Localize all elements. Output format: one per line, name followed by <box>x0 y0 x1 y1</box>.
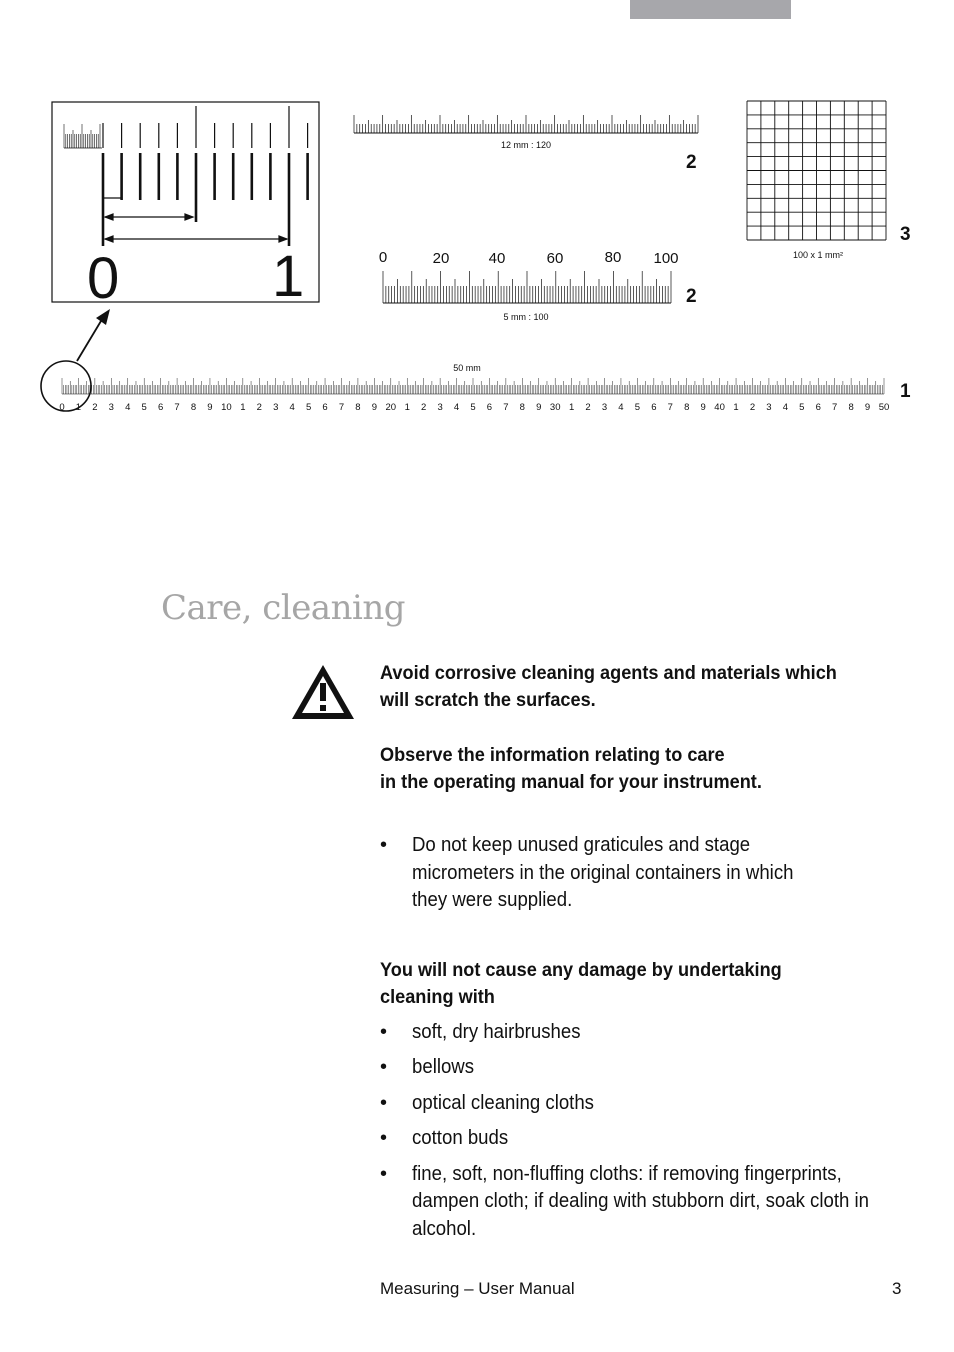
detail-zero-label: 0 <box>87 246 120 311</box>
scale-5mm-tick-label: 60 <box>546 250 564 267</box>
detail-major-ticks <box>103 106 308 246</box>
scale-12mm-number: 2 <box>686 152 697 173</box>
ruler-tick-label: 6 <box>486 402 493 413</box>
magnifier-arrow <box>77 316 104 361</box>
ruler-tick-label: 6 <box>651 402 657 413</box>
ruler-tick-label: 4 <box>289 402 295 413</box>
footer-title: Measuring – User Manual <box>380 1279 575 1298</box>
header-tab-bar <box>630 0 791 19</box>
section-title: Care, cleaning <box>161 588 406 628</box>
grid-caption: 100 x 1 mm² <box>792 250 844 260</box>
scale-5mm-tick-label: 20 <box>432 250 450 267</box>
ruler-tick-label: 7 <box>503 402 509 413</box>
scale-5mm-ticks <box>383 271 671 303</box>
ruler-tick-label: 8 <box>684 402 690 413</box>
grid-number: 3 <box>900 224 911 245</box>
ruler-tick-label: 7 <box>174 402 180 413</box>
ruler-tick-label: 5 <box>799 402 805 413</box>
scale-5mm-tick-label: 100 <box>653 250 679 267</box>
ruler-tick-label: 9 <box>371 402 378 413</box>
ruler-tick-label: 0 <box>59 402 65 413</box>
ruler-tick-label: 10 <box>221 402 232 413</box>
ruler-50mm-numbers <box>59 402 889 413</box>
scale-5mm-number: 2 <box>686 286 697 307</box>
ruler-tick-label: 1 <box>733 402 739 413</box>
safe-item-text: bellows <box>412 1056 475 1078</box>
ruler-tick-label: 6 <box>322 402 328 413</box>
ruler-tick-label: 50 <box>878 402 890 413</box>
ruler-tick-label: 7 <box>667 402 673 413</box>
list-item: • soft, dry hairbrushes <box>380 1019 920 1047</box>
scale-5mm-tick-label: 80 <box>604 249 622 266</box>
ruler-tick-label: 3 <box>273 402 279 413</box>
ruler-tick-label: 5 <box>305 402 312 413</box>
ruler-tick-label: 8 <box>848 402 854 413</box>
warning-triangle-icon <box>289 661 357 723</box>
content-column <box>380 660 920 1243</box>
safe-cleaning-list <box>380 1019 920 1244</box>
ruler-tick-label: 4 <box>782 402 789 413</box>
scale-5mm-tick-label: 40 <box>488 250 506 267</box>
magnifier-arrow-head <box>96 309 110 325</box>
warning-corrosive: Avoid corrosive cleaning agents and materials which will scratch the surfaces. <box>380 662 837 711</box>
ruler-tick-label: 6 <box>157 402 164 413</box>
ruler-tick-label: 8 <box>355 402 361 413</box>
ruler-tick-label: 7 <box>832 402 838 413</box>
storage-note-text: Do not keep unused graticules and stage micrometers in the original containers in which they were supplied. <box>412 834 794 911</box>
detail-fine-ticks <box>64 124 102 148</box>
ruler-tick-label: 6 <box>815 402 821 413</box>
ruler-tick-label: 4 <box>618 402 624 413</box>
list-item: • fine, soft, non-fluffing cloths: if removing fingerprints, dampen cloth; if dealing with stubborn dirt, soak cloth in alcohol. <box>380 1161 920 1244</box>
list-item: • Do not keep unused graticules and stage micrometers in the original containers in which they were supplied. <box>380 832 920 915</box>
list-item: • optical cleaning cloths <box>380 1090 920 1118</box>
ruler-tick-label: 2 <box>92 402 98 413</box>
warning-manual-line2: in the operating manual for your instrument. <box>380 771 762 793</box>
ruler-tick-label: 40 <box>714 402 725 413</box>
scale-12mm-ticks <box>354 115 698 133</box>
safe-item-text: optical cleaning cloths <box>412 1091 594 1114</box>
ruler-tick-label: 5 <box>470 402 476 413</box>
storage-note-list <box>380 832 920 915</box>
detail-one-label: 1 <box>272 244 305 309</box>
list-item: • bellows <box>380 1054 920 1082</box>
ruler-tick-label: 1 <box>568 402 575 413</box>
scale-5mm-tick-label: 0 <box>378 249 388 266</box>
graticule-figure <box>0 90 954 430</box>
ruler-caption: 50 mm <box>453 363 481 373</box>
scale-5mm-caption: 5 mm : 100 <box>503 312 549 322</box>
ruler-tick-label: 7 <box>338 402 345 413</box>
ruler-tick-label: 3 <box>108 402 114 413</box>
ruler-tick-label: 1 <box>404 402 410 413</box>
ruler-tick-label: 2 <box>256 402 262 413</box>
ruler-tick-label: 20 <box>385 402 397 413</box>
ruler-tick-label: 2 <box>585 402 591 413</box>
ruler-tick-label: 4 <box>453 402 460 413</box>
scale-12mm-caption: 12 mm : 120 <box>500 140 552 150</box>
page-number: 3 <box>892 1279 902 1298</box>
ruler-tick-label: 8 <box>519 402 525 413</box>
ruler-tick-label: 30 <box>549 402 561 413</box>
list-item: • cotton buds <box>380 1125 920 1153</box>
safe-cleaning-heading: You will not cause any damage by undertaking cleaning with <box>380 958 782 1008</box>
grid-graticule <box>747 101 886 240</box>
ruler-tick-label: 4 <box>125 402 131 413</box>
ruler-tick-label: 8 <box>190 402 197 413</box>
ruler-tick-label: 5 <box>141 402 147 413</box>
ruler-tick-label: 1 <box>240 402 246 413</box>
safe-item-text: fine, soft, non-fluffing cloths: if removing fingerprints, dampen cloth; if dealing with stubborn dirt, soak cloth in alcohol. <box>412 1162 869 1240</box>
ruler-number: 1 <box>900 381 911 402</box>
ruler-tick-label: 3 <box>437 402 443 413</box>
safe-item-text: cotton buds <box>412 1127 509 1149</box>
ruler-tick-label: 9 <box>207 402 213 413</box>
ruler-tick-label: 3 <box>766 402 772 413</box>
ruler-tick-label: 9 <box>864 402 871 413</box>
ruler-tick-label: 9 <box>536 402 542 413</box>
scale-5mm-numbers <box>379 249 679 267</box>
safe-item-text: soft, dry hairbrushes <box>412 1020 581 1043</box>
ruler-tick-label: 1 <box>75 402 82 413</box>
warning-manual-line1: Observe the information relating to care <box>380 744 725 766</box>
ruler-tick-label: 3 <box>601 402 608 413</box>
ruler-tick-label: 9 <box>700 402 706 413</box>
ruler-tick-label: 2 <box>749 402 756 413</box>
ruler-tick-label: 2 <box>421 402 427 413</box>
ruler-50mm-ticks <box>62 378 884 394</box>
ruler-tick-label: 5 <box>634 402 641 413</box>
